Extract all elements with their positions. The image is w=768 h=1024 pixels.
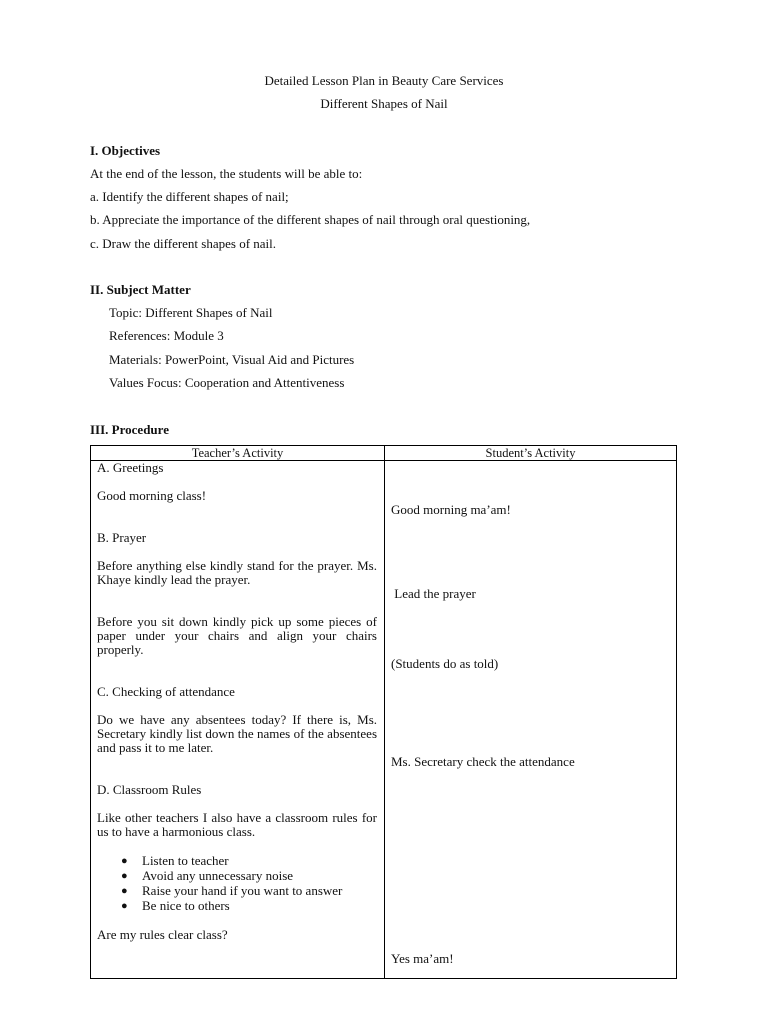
rules-list	[117, 854, 342, 914]
subject-matter-heading: II. Subject Matter	[90, 282, 191, 297]
list-item: ● Raise your hand if you want to answer	[121, 883, 343, 898]
subject-materials: Materials: PowerPoint, Visual Aid and Pictures	[109, 352, 355, 367]
rules-intro: Like other teachers I also have a classroom rules for us to have a harmonious class.	[97, 810, 377, 839]
subject-topic: Topic: Different Shapes of Nail	[109, 305, 273, 320]
greetings-heading: A. Greetings	[97, 460, 164, 475]
prayer-heading: B. Prayer	[97, 530, 147, 545]
list-item: ● Avoid any unnecessary noise	[121, 868, 294, 883]
rules-reply: Yes ma’am!	[391, 951, 454, 966]
greetings-line: Good morning class!	[97, 488, 207, 503]
attendance-reply: Ms. Secretary check the attendance	[391, 754, 575, 769]
bullet-icon: ●	[121, 900, 128, 912]
told-reply: (Students do as told)	[391, 656, 499, 671]
rules-question: Are my rules clear class?	[97, 927, 228, 942]
teacher-activity-header: Teacher’s Activity	[191, 446, 284, 460]
procedure-heading: III. Procedure	[90, 422, 169, 437]
prayer-reply: Lead the prayer	[391, 586, 476, 601]
attendance-line: Do we have any absentees today? If there is, Ms. Secretary kindly list down the names of the absentees and pass it to me later.	[97, 712, 377, 755]
objective-item-a: a. Identify the different shapes of nail;	[90, 189, 289, 204]
subject-values-focus: Values Focus: Cooperation and Attentiveness	[109, 375, 345, 390]
bullet-icon: ●	[121, 885, 128, 897]
subject-references: References: Module 3	[109, 328, 224, 343]
bullet-icon: ●	[121, 855, 128, 867]
list-item: ● Be nice to others	[121, 898, 230, 913]
list-item: ● Listen to teacher	[121, 853, 229, 868]
document-subtitle: Different Shapes of Nail	[320, 96, 448, 111]
pickup-line: Before you sit down kindly pick up some pieces of paper under your chairs and align your chairs properly.	[97, 614, 377, 657]
procedure-table	[90, 445, 677, 979]
objectives-heading: I. Objectives	[90, 143, 161, 158]
bullet-icon: ●	[121, 870, 128, 882]
rules-heading: D. Classroom Rules	[97, 782, 202, 797]
attendance-heading: C. Checking of attendance	[97, 684, 235, 699]
student-activity-header: Student’s Activity	[485, 446, 576, 460]
prayer-line: Before anything else kindly stand for the prayer. Ms. Khaye kindly lead the prayer.	[97, 558, 377, 587]
greeting-reply: Good morning ma’am!	[391, 502, 511, 517]
document-title: Detailed Lesson Plan in Beauty Care Services	[264, 73, 504, 88]
column-divider	[384, 446, 385, 978]
objectives-intro: At the end of the lesson, the students will be able to:	[90, 166, 363, 181]
objective-item-b: b. Appreciate the importance of the different shapes of nail through oral questioning,	[90, 212, 531, 227]
objective-item-c: c. Draw the different shapes of nail.	[90, 236, 277, 251]
header-divider	[91, 460, 676, 461]
